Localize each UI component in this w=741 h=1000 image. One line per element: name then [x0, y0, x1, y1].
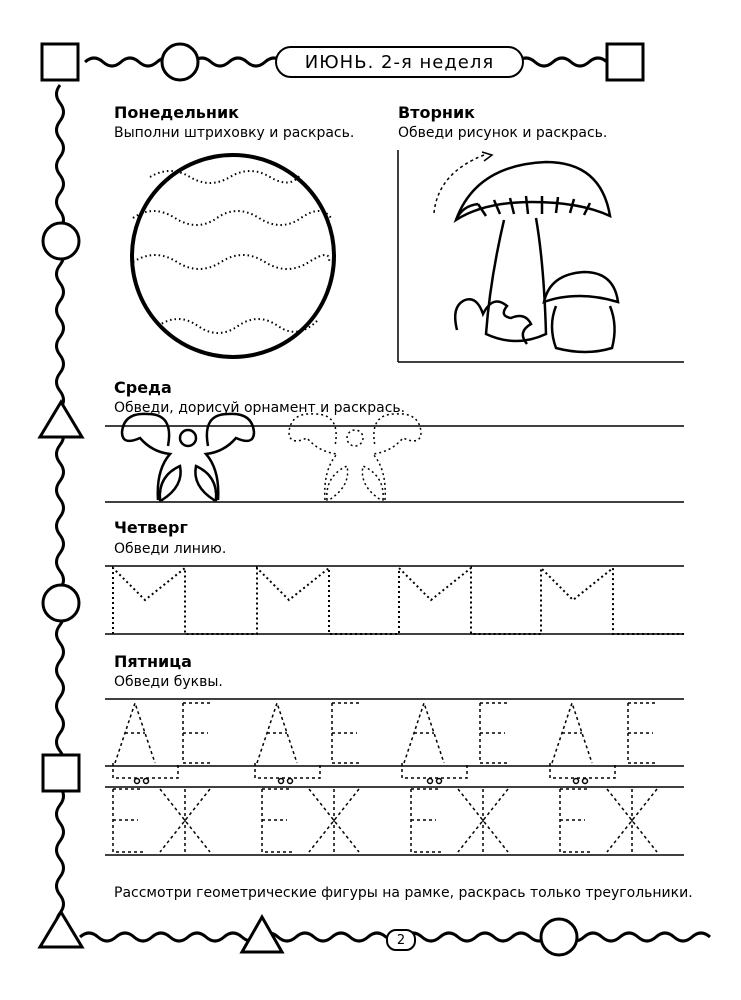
tuesday-heading: Вторник: [398, 103, 476, 122]
frame-square-top-left: [42, 44, 78, 80]
page-title: ИЮНЬ. 2-я неделя: [275, 46, 524, 78]
friday-yo-dots: [135, 779, 588, 784]
tuesday-task: Обведи рисунок и раскрась.: [398, 125, 608, 141]
monday-heading: Понедельник: [114, 103, 240, 122]
friday-task: Обведи буквы.: [114, 674, 223, 690]
frame-circle-top: [162, 44, 198, 80]
frame-square-left: [43, 755, 79, 791]
frame-circle-left-2: [43, 585, 79, 621]
left-wavy-border: [57, 85, 64, 931]
frame-square-top-right: [607, 44, 643, 80]
wednesday-task: Обведи, дорисуй орнамент и раскрась.: [114, 400, 406, 416]
wednesday-heading: Среда: [114, 378, 172, 397]
frame-triangle-bottom-left: [40, 912, 82, 947]
frame-circle-bottom-right: [541, 919, 577, 955]
monday-task: Выполни штриховку и раскрась.: [114, 125, 355, 141]
frame-triangle-left-1: [40, 402, 82, 437]
frame-circle-left-1: [43, 223, 79, 259]
monday-circle-drawing: [132, 155, 334, 357]
page-number: 2: [386, 929, 416, 951]
thursday-dotted-path: [113, 568, 684, 634]
friday-heading: Пятница: [114, 652, 192, 671]
friday-letters-dotted: [113, 703, 658, 852]
thursday-heading: Четверг: [114, 518, 188, 537]
footer-instruction: Рассмотри геометрические фигуры на рамке, раскрась только треугольники.: [114, 885, 693, 901]
tuesday-mushroom-drawing: [434, 152, 618, 352]
thursday-task: Обведи линию.: [114, 541, 227, 557]
